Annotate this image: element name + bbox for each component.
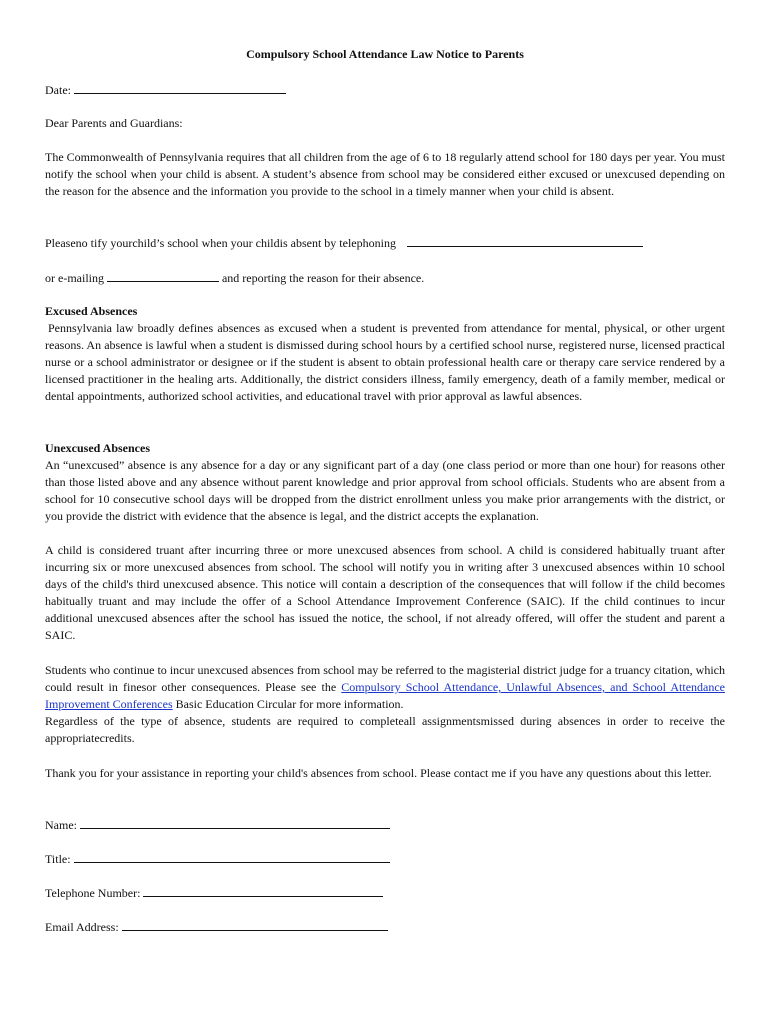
email-line bbox=[45, 269, 725, 287]
unexcused-paragraph: An “unexcused” absence is any absence for a day or any significant part of a day (one class period or more than one hour) for reasons other than those listed above and any absence without parent knowledge and prior approval from school officials. Students who are absent from a school for 10 consecutive school days will be dropped from the district enrollment unless you make prior arrangements with the district, or you provide the district with evidence that the absence is legal, and the district accepts the explanation. bbox=[45, 458, 725, 523]
date-field[interactable] bbox=[45, 81, 725, 99]
name-field[interactable] bbox=[45, 816, 725, 834]
excused-paragraph: Pennsylvania law broadly defines absences as excused when a student is prevented from attendance for mental, physical, or other urgent reasons. An absence is lawful when a student is dismissed during school hours by a certified school nurse, registered nurse, licensed practical nurse or a school administrator or designee or if the student is absent to obtain professional health care or therapy care service rendered by a licensed practitioner in the healing arts. Additionally, the district considers illness, family emergency, death of a family member, medical or dental appointments, authorized school activities, and educational travel with prior approval as lawful absences. bbox=[45, 321, 725, 403]
title-blank-line[interactable] bbox=[74, 850, 390, 863]
notify-text: Pleaseno tify yourchild’s school when your childis absent by telephoning bbox=[45, 236, 396, 250]
email-address-label: Email Address: bbox=[45, 920, 119, 934]
intro-paragraph: The Commonwealth of Pennsylvania requires that all children from the age of 6 to 18 regularly attend school for 180 days per year. You must notify the school when your child is absent. A student’s absence from school may be considered either excused or unexcused depending on the reason for the absence and the information you provide to the school in a timely manner when your child is absent. bbox=[45, 150, 725, 198]
date-blank-line[interactable] bbox=[74, 81, 286, 94]
referral-after-link: Basic Education Circular for more information. bbox=[175, 697, 404, 711]
telephone-label: Telephone Number: bbox=[45, 886, 141, 900]
email-address-field[interactable] bbox=[45, 918, 725, 936]
bec-link[interactable]: Compulsory School Attendance, Unlawful Absences, and School Attendance Improvement Conferences bbox=[45, 680, 726, 711]
email-prefix: or e-mailing bbox=[45, 271, 104, 285]
unexcused-heading: Unexcused Absences bbox=[45, 441, 151, 455]
name-label: Name: bbox=[45, 818, 77, 832]
telephone-blank-line[interactable] bbox=[407, 234, 643, 247]
truancy-paragraph: A child is considered truant after incurring three or more unexcused absences from school. A child is considered habitually truant after incurring six or more unexcused absences from school. The school will notify you in writing after 3 unexcused absences within 10 school days of the child's third unexcused absence. This notice will contain a description of the consequences that will follow if the child becomes habitually truant and may include the offer of a School Attendance Improvement Conference (SAIC). If the child continues to incur additional unexcused absences after the school has issued the notice, the school, if not already offered, will offer the student and parent a SAIC. bbox=[45, 543, 725, 642]
name-blank-line[interactable] bbox=[80, 816, 390, 829]
notify-line bbox=[45, 234, 725, 252]
email-blank-line[interactable] bbox=[107, 269, 219, 282]
date-label: Date: bbox=[45, 83, 71, 97]
referral-paragraph bbox=[45, 662, 725, 713]
email-address-blank-line[interactable] bbox=[122, 918, 388, 931]
thanks-paragraph: Thank you for your assistance in reporting your child's absences from school. Please contact me if you have any questions about this letter. bbox=[45, 766, 712, 780]
title-field[interactable] bbox=[45, 850, 725, 868]
telephone-field[interactable] bbox=[45, 884, 725, 902]
referral-text: Students who continue to incur unexcused absences from school may be referred to the magisterial district judge for a truancy citation, which could result in finesor other consequences. Please see the bbox=[45, 663, 725, 694]
assignments-paragraph: Regardless of the type of absence, students are required to completeall assignmentsmissed during absences in order to receive the appropriatecredits. bbox=[45, 714, 725, 745]
title-label: Title: bbox=[45, 852, 71, 866]
salutation: Dear Parents and Guardians: bbox=[45, 116, 183, 130]
page-title: Compulsory School Attendance Law Notice to Parents bbox=[246, 47, 524, 61]
email-suffix: and reporting the reason for their absence. bbox=[221, 271, 425, 285]
telephone-number-blank-line[interactable] bbox=[143, 884, 383, 897]
excused-heading: Excused Absences bbox=[45, 304, 138, 318]
